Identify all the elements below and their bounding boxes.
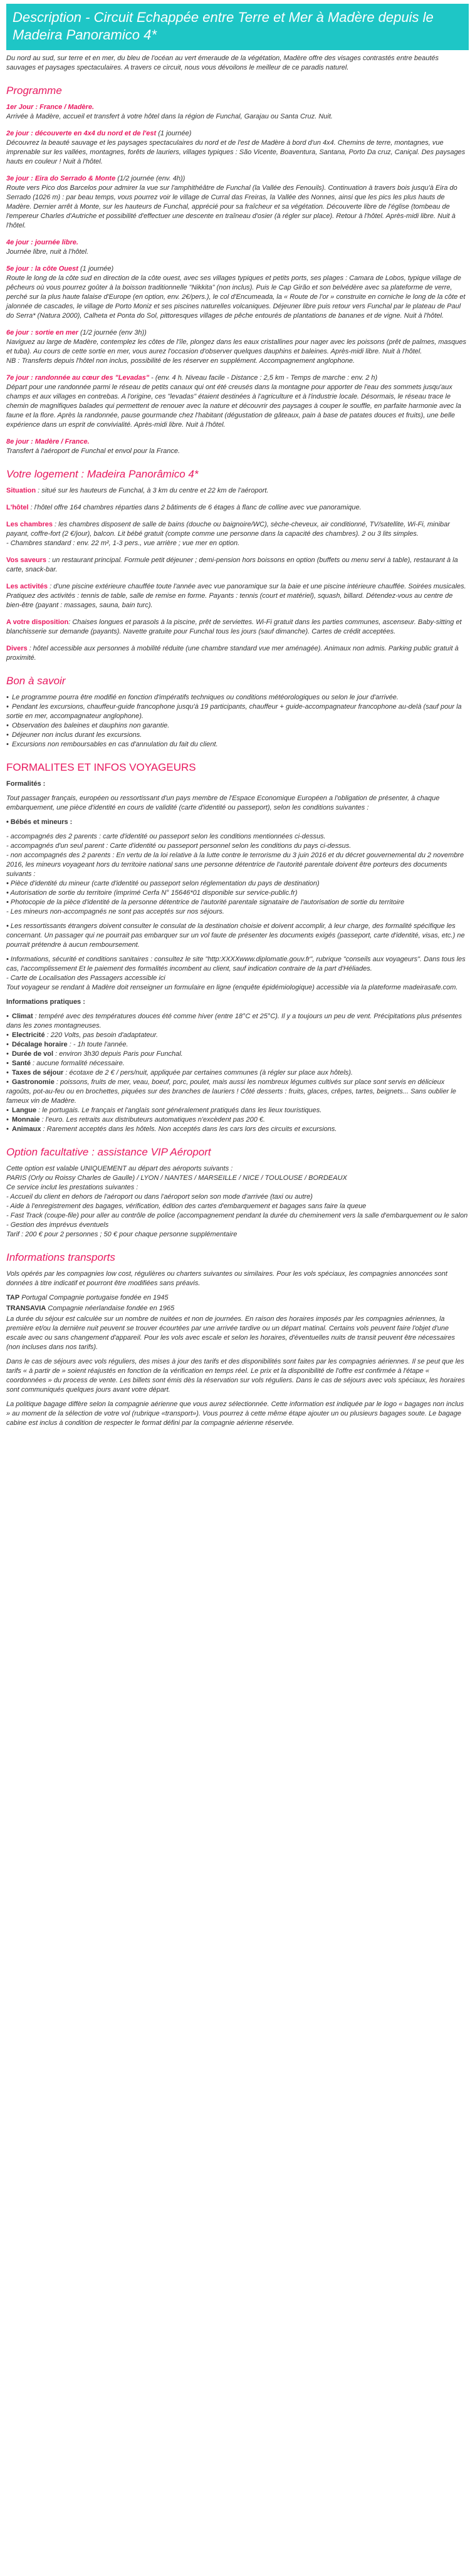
day-title: 2e jour : découverte en 4x4 du nord et de l'est [6,130,157,137]
programme-day [6,437,469,456]
logement-item [6,556,469,575]
company-name: TRANSAVIA [6,1305,46,1312]
pratique-item [6,1106,469,1115]
company-text: Portugal Compagnie portugaise fondée en 1945 [19,1294,169,1301]
logement-label: L'hôtel [6,504,29,511]
transports-heading: Informations transports [6,1251,115,1263]
pratiques-list [6,1012,469,1134]
bon-a-savoir-item [6,702,469,721]
day-title: 1er Jour : France / Madère. [6,103,94,111]
pratique-text: : - 1h toute l'année. [67,1041,128,1048]
bullet-icon: • [6,1107,9,1114]
company-text: Compagnie néerlandaise fondée en 1965 [46,1305,175,1312]
formalites-heading: FORMALITES ET INFOS VOYAGEURS [6,761,196,773]
bullet-icon: • [6,741,9,748]
programme-day [6,174,469,231]
transports-p4: La politique bagage diffère selon la compagnie aérienne que vous aurez sélectionnée. Cette information est indiquée par le logo « bagages non inclus » au moment de la sélection de votre vol (rubrique «transport»). Vous pourrez à cette même étape ajouter un ou plusieurs bagages soute. Le bagage cabine est inclus à condition de respecter le format défini par la compagnie aérienne réservée. [6,1400,464,1427]
day-title: 6e jour : sortie en mer [6,329,78,336]
pratique-label: Animaux [12,1125,41,1133]
bullet-icon: • [6,694,9,701]
day-text: Transfert à l'aéroport de Funchal et envol pour la France. [6,447,180,455]
logement-label: Vos saveurs [6,556,47,564]
pratique-label: Gastronomie [12,1078,55,1086]
pratiques-subheading [6,998,469,1007]
day-duration: - (env. 4 h. Niveau facile - Distance : 2,5 km - Temps de marche : env. 2 h) [149,374,378,382]
transports-p2: La durée du séjour est calculée sur un nombre de nuitées et non de journées. En raison des horaires imposés par les compagnies aériennes, la première et/ou la dernière nuit peuvent se trouver écourtées par une arrivée tardive ou un départ matinal. Certains vols peuvent faire l'objet d'une escale avec ou sans changement d'appareil. Pour les vols avec escale et selon les horaires, d'éventuelles nuits de transit peuvent être nécessaires (non incluses dans nos tarifs). [6,1315,455,1351]
logement-text: : d'une piscine extérieure chauffée toute l'année avec vue panoramique sur la baie et une piscine intérieure chauffée. Soirées musicales. Pratiquez des activités : tennis de table, salle de remise en forme. Payants : tennis (court et matériel), squash, billard. Détendez-vous au centre de bien-être (payant : massages, sauna, bain turc). [6,583,466,609]
pratique-label: Durée de vol [12,1050,54,1058]
day-title: 8e jour : Madère / France. [6,438,90,446]
bullet-icon: • [6,1050,9,1058]
logement-text: : un restaurant principal. Formule petit déjeuner ; demi-pension hors boissons en option (buffets ou menu servi à table), restaurant à la carte, snack-bar. [6,556,458,573]
day-text: Journée libre, nuit à l'hôtel. [6,248,89,256]
logement-item [6,618,469,637]
logement-label: Divers [6,645,28,652]
pratique-item [6,1078,469,1106]
pratique-label: Santé [12,1060,31,1067]
pratique-label: Climat [12,1013,33,1020]
company-name: TAP [6,1294,20,1301]
day-title: 3e jour : Eira do Serrado & Monte [6,175,116,182]
pratique-text: : aucune formalité nécessaire. [30,1060,125,1067]
companies-list [6,1293,469,1313]
bon-a-savoir-text: Le programme pourra être modifié en fonction d'impératifs techniques ou conditions météorologiques ou selon le jour d'arrivée. [12,694,399,701]
bon-a-savoir-list [6,693,469,749]
pratique-text: : tempéré avec des températures douces été comme hiver (entre 18°C et 25°C). Il y a toujours un peu de vent. Précipitations plus présentes dans les zones montagneuses. [6,1013,462,1030]
bon-a-savoir-text: Excursions non remboursables en cas d'annulation du fait du client. [12,741,218,748]
bon-a-savoir-item [6,693,469,702]
vip-heading: Option facultative : assistance VIP Aéroport [6,1146,211,1158]
formalites-sub-label: Formalités : [6,780,46,788]
bon-a-savoir-item [6,740,469,749]
day-text: Arrivée à Madère, accueil et transfert à votre hôtel dans la région de Funchal, Garajau ou Santa Cruz. Nuit. [6,113,333,120]
pratiques-sub-label: Informations pratiques : [6,998,85,1006]
programme-day [6,103,469,122]
day-title: 5e jour : la côte Ouest [6,265,78,273]
transports-p1: Vols opérés par les compagnies low cost, régulières ou charters suivantes ou similaires. Pour les vols spéciaux, les compagnies annoncées sont données à titre indicatif et pourront être modifiées sans préavis. [6,1270,447,1287]
bon-a-savoir-text: Observation des baleines et dauphins non garantie. [12,722,170,729]
bebes-mineurs-label: • Bébés et mineurs : [6,818,73,826]
bullet-icon: • [6,1031,9,1039]
formalites-subheading [6,780,469,789]
bullet-icon: • [6,1013,9,1020]
bullet-icon: • [6,1060,9,1067]
logement-label: Situation [6,487,36,494]
formalites-para3: • Informations, sécurité et conditions sanitaires : consultez le site "http:XXXXwww.diplomatie.gouv.fr", rubrique "conseils aux voyageurs". Dans tous les cas, l'accomplissement Et le paiement des formalités incombent au client, sauf indication contraire de la part d'Héliades. - Carte de Localisation des Passagers accessible ici Tout voyageur se rendant à Madère doit renseigner un formulaire en ligne (enquête épidémiologique) accessible via la plateforme madeirasafe.com. [6,956,466,991]
pratique-item [6,1059,469,1068]
intro-text: Du nord au sud, sur terre et en mer, du bleu de l'océan au vert émeraude de la végétation, Madère offre des visages contrastés entre beautés sauvages et paysages spectaculaires. A travers ce circuit, nous vous dévoilons le meilleur de ce paradis naturel. [6,55,439,71]
pratique-text: : le portugais. Le français et l'anglais sont généralement pratiqués dans les lieux touristiques. [36,1107,322,1114]
day-title: 4e jour : journée libre. [6,239,78,246]
day-duration: (1/2 journée (env 3h)) [78,329,147,336]
vip-text: Cette option est valable UNIQUEMENT au départ des aéroports suivants : PARIS (Orly ou Roissy Charles de Gaulle) / LYON / NANTES / MARSEILLE / NICE / TOULOUSE / BORDEAUX Ce service inclut les prestations suivantes : - Accueil du client en dehors de l'aéroport ou dans l'aéroport selon son mode d'arrivée (taxi ou autre) - Aide à l'enregistrement des bagages, vérification, édition des cartes d'embarquement et bagages sans faire la queue - Fast Track (coupe-file) pour aller au contrôle de police (accompagnement pendant la durée du cheminement vers la salle d'embarquement ou le salon - Gestion des imprévus éventuels Tarif : 200 € pour 2 personnes ; 50 € pour chaque personne supplémentaire [6,1165,468,1238]
logement-label: Les activités [6,583,48,590]
day-text: Départ pour une randonnée parmi le réseau de petits canaux qui ont été creusés dans la montagne pour apporter de l'eau des sommets jusqu'aux champs et aux villages en contrebas. A l'origine, ces "levadas" étaient destinées à l'agriculture et à l'industrie locale. Désormais, le réseau trace le chemin de magnifiques balades qui permettent de renouer avec la nature et découvrir des paysages à couper le souffle, en parfaite harmonie avec la faune et la flore. Après la randonnée, pause gourmande chez l'habitant (dégustation de gâteaux, pain à base de patates douces et fruits), une belle expérience dans un esprit de convivialité. Après-midi libre. Nuit à l'hôtel. [6,383,461,429]
logement-item [6,486,469,496]
logement-heading: Votre logement : Madeira Panorâmico 4* [6,468,199,480]
formalites-para1b [6,818,469,827]
company-line [6,1304,469,1313]
pratique-label: Langue [12,1107,37,1114]
pratique-item [6,1125,469,1134]
bon-a-savoir-item [6,731,469,740]
bullet-icon: • [6,1116,9,1124]
day-duration: (1 journée) [156,130,192,137]
pratique-text: : environ 3h30 depuis Paris pour Funchal. [53,1050,183,1058]
logement-text: : les chambres disposent de salle de bains (douche ou baignoire/WC), sèche-cheveux, air conditionné, TV/satellite, Wi-Fi, minibar payant, coffre-fort (2 €/jour), balcon. Lit bébé gratuit (compte comme une personne dans la capacité des chambres). 2 ou 3 lits simples. - Chambres standard : env. 22 m², 1-3 pers., vue arrière ; vue mer en option. [6,521,450,547]
day-duration: (1 journée) [78,265,114,273]
pratique-item [6,1068,469,1078]
logement-item [6,582,469,610]
formalites-para1c: - accompagnés des 2 parents : carte d'identité ou passeport selon les conditions mentionnées ci-dessus. - accompagnés d'un seul parent : Carte d'identité ou passeport personnel selon les conditions du pays ci-dessus. - non accompagnés des 2 parents : En vertu de la loi relative à la lutte contre le terrorisme du 3 juin 2016 et du décret gouvernemental du 2 novembre 2016, les mineurs voyageant hors du territoire national sans une personne détentrice de l'autorité parentale doivent être porteurs des documents suivants : • Pièce d'identité du mineur (carte d'identité ou passeport selon réglementation du pays de destination) • Autorisation de sortie du territoire (imprimé Cerfa N° 15646*01 disponible sur service-public.fr) • Photocopie de la pièce d'identité de la personne détentrice de l'autorité parentale signataire de l'autorisation de sortie du territoire - Les mineurs non-accompagnés ne sont pas acceptés sur nos séjours. [6,833,464,915]
logement-text: : l'hôtel offre 164 chambres réparties dans 2 bâtiments de 6 étages à flanc de colline avec vue panoramique. [28,504,362,511]
pratique-item [6,1040,469,1050]
bullet-icon: • [6,1125,9,1133]
programme-day [6,129,469,167]
pratique-label: Décalage horaire [12,1041,68,1048]
logement-item [6,520,469,548]
pratique-text: : Rarement acceptés dans les hôtels. Non acceptés dans les cars lors des circuits et excursions. [41,1125,337,1133]
pratique-item [6,1050,469,1059]
logement-label: Les chambres [6,521,53,528]
day-text: Route le long de la côte sud en direction de la côte ouest, avec ses villages typiques et petits ports, ses plages : Camara de Lobos, typique village de pêcheurs où vous pourrez goûter à la boisson traditionnelle "Nikkita" (non inclus). Puis le Cap Girão et son belvédère avec sa plateforme de verre, perché sur la plus haute falaise d'Europe (en option, env. 2€/pers.), le col d'Encumeada, la « Route de l'or » construite en corniche le long de la côte et jalonnée de cascades, le village de Porto Moniz et ses piscines naturelles volcaniques. Déjeuner libre puis retour vers Funchal par le plateau de Paul do Serra* (Natura 2000), Calheta et Ponta do Sol, pittoresques villages de pêche entourés de plantations de bananes et de vigne. Nuit à l'hôtel. [6,274,466,320]
programme-heading: Programme [6,85,62,96]
programme-day [6,238,469,257]
pratique-item [6,1115,469,1125]
logement-text: : situé sur les hauteurs de Funchal, à 3 km du centre et 22 km de l'aéroport. [36,487,269,494]
bullet-icon: • [6,722,9,729]
day-duration: (1/2 journée (env. 4h)) [115,175,185,182]
day-text: Route vers Pico dos Barcelos pour admirer la vue sur l'amphithéâtre de Funchal (la Vallée des Fenouils). Continuation à travers bois jusqu'à Eira do Serrado (1026 m) : par beau temps, vous pourrez voir le village de Curral das Freiras, la Vallée des Nonnes, ainsi que les pics les plus hauts de Madère. Dernier arrêt à Monte, sur les hauteurs de Funchal, apprécié pour sa fraîcheur et sa végétation. Découverte libre de l'église (tombeau de l'empereur Charles d'Autriche et possibilité d'effectuer une descente en traîneau d'osier (à régler sur place). Retour à l'hôtel. Après-midi libre. Nuit à l'hôtel. [6,184,457,229]
bullet-icon: • [6,731,9,739]
logement-label: A votre disposition [6,618,69,626]
title-banner [6,4,469,50]
bon-a-savoir-heading: Bon à savoir [6,675,66,687]
day-text: Découvrez la beauté sauvage et les paysages spectaculaires du nord et de l'est de Madère à bord d'un 4x4. Chemins de terre, montagnes, vue imprenable sur les vallées, montagnes, forêts de lauriers, villages typiques : São Vicente, Boaventura, Santana, Porto Da cruz, Caniçal. Des paysages hauts en couleur ! Nuit à l'hôtel. [6,139,466,165]
pratique-label: Electricité [12,1031,45,1039]
bullet-icon: • [6,1078,9,1086]
bon-a-savoir-text: Déjeuner non inclus durant les excursions. [12,731,142,739]
bullet-icon: • [6,1069,9,1077]
programme-day [6,328,469,366]
formalites-para1: Tout passager français, européen ou ressortissant d'un pays membre de l'Espace Economique Européen a l'obligation de présenter, à chaque embarquement, une pièce d'identité en cours de validité (carte d'identité ou passeport), selon les conditions suivantes : [6,795,440,811]
pratique-text: : écotaxe de 2 € / pers/nuit, appliquée par certaines communes (à régler sur place aux hôtels). [63,1069,353,1077]
logement-item [6,503,469,513]
pratique-item [6,1031,469,1040]
pratique-label: Monnaie [12,1116,40,1124]
pratique-item [6,1012,469,1031]
company-line [6,1293,469,1303]
programme-day [6,373,469,430]
logement-text: : hôtel accessible aux personnes à mobilité réduite (une chambre standard vue mer aménagée). Animaux non admis. Parking public gratuit à proximité. [6,645,459,662]
logement-item [6,644,469,663]
day-title: 7e jour : randonnée au cœur des "Levadas" [6,374,150,382]
bullet-icon: • [6,1041,9,1048]
bullet-icon: • [6,703,9,711]
logement-list [6,486,469,663]
pratique-text: : 220 Volts, pas besoin d'adaptateur. [44,1031,159,1039]
logement-text: : Chaises longues et parasols à la piscine, prêt de serviettes. Wi-Fi gratuit dans les parties communes, ascenseur. Baby-sitting et blanchisserie sur demande (payants). Navette gratuite pour Funchal tous les jours (sauf dimanche). Cartes de crédit acceptées. [6,618,462,635]
transports-p3: Dans le cas de séjours avec vols réguliers, des mises à jour des tarifs et des disponibilités sont faites par les compagnies aériennes. Il se peut que les tarifs « à partir de » soient réajustés en fonction de la vérification en temps réel. Le prix et la disponibilité de l'offre est confirmée à l'étape « coordonnées » du process de vente. Les billets sont émis dès la réservation sur vols réguliers. Dans le cas de séjours avec vols spéciaux, les horaires sont communiqués quelques jours avant votre départ. [6,1358,465,1394]
programme-days [6,103,469,456]
pratique-label: Taxes de séjour [12,1069,64,1077]
day-text: Naviguez au large de Madère, contemplez les côtes de l'île, plongez dans les eaux cristallines pour nager avec les poissons (prêt de palmes, masques et tuba). Au cours de cette sortie en mer, vous aurez l'occasion d'observer quelques dauphins et baleines. Après-midi libre. Nuit à l'hôtel. NB : Transferts depuis l'hôtel non inclus, possibilité de les réserver en supplément. Accompagnement anglophone. [6,338,467,365]
pratique-text: : l'euro. Les retraits aux distributeurs automatiques n'excèdent pas 200 €. [39,1116,266,1124]
bon-a-savoir-text: Pendant les excursions, chauffeur-guide francophone jusqu'à 19 participants, chauffeur + guide-accompagnateur francophone au-delà (sauf pour la sortie en mer, accompagnateur anglophone). [6,703,462,720]
formalites-para2: • Les ressortissants étrangers doivent consulter le consulat de la destination choisie et doivent accomplir, à leur charge, des formalité spécifique les concernant. Un passager qui ne pourrait pas embarquer sur un vol faute de présenter les documents exigés (passeport, carte d'identité, visas, etc.) ne pourrait prétendre à aucun remboursement. [6,922,465,949]
programme-day [6,264,469,321]
page-title: Description - Circuit Echappée entre Terre et Mer à Madère depuis le Madeira Panoramico 4* [13,9,434,43]
bon-a-savoir-item [6,721,469,731]
pratique-text: : poissons, fruits de mer, veau, boeuf, porc, poulet, mais aussi les nombreux légumes cultivés sur place sont servis en délicieux ragoûts, pot-au-feu ou en brochettes, piquées sur des branches de lauriers ! Côté desserts : fruits, glaces, crêpes, tartes, beignets... Sans oublier le fameux vin de Madère. [6,1078,456,1105]
